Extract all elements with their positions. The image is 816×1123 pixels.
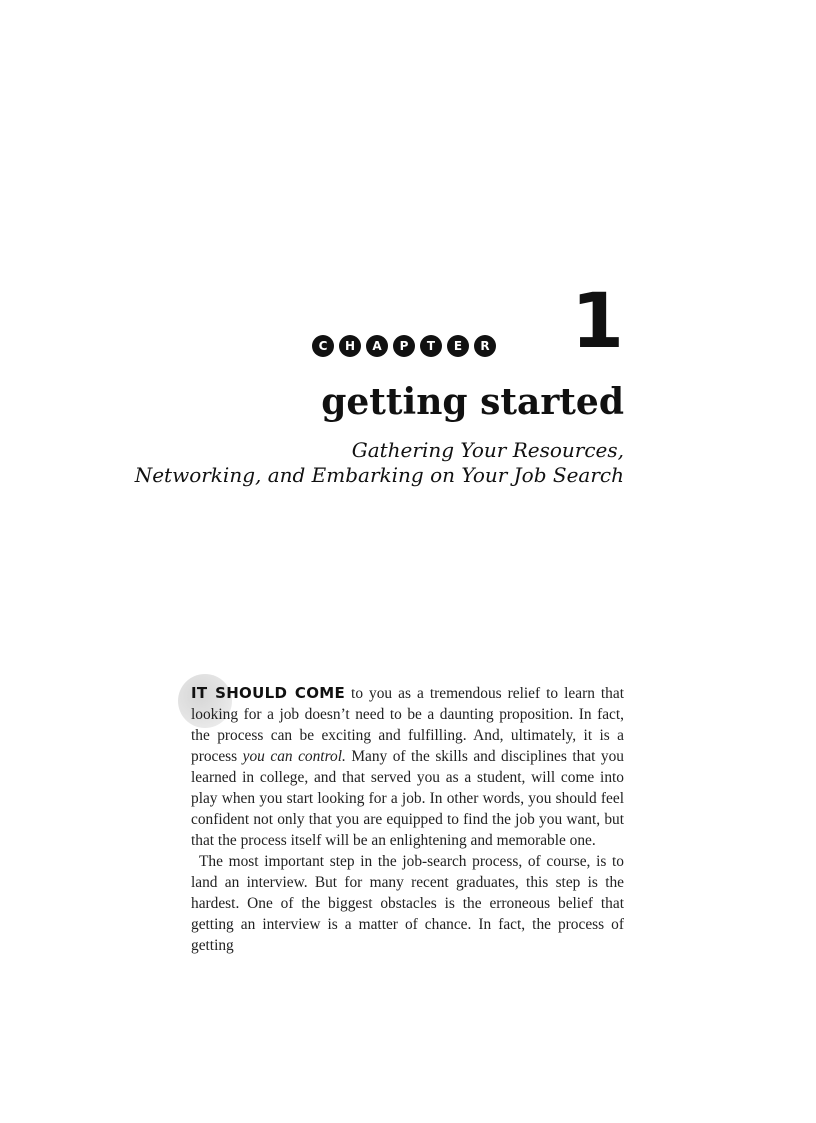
paragraph-text: Many of the skills and disciplines that you learned in college, and that served you as a student, will come into play when you start looking for a job. In other words, you should feel confident not only that you are equipped to find the job you want, but that the process itself will be an enlightening and memorable one. [191, 748, 625, 849]
subtitle-line: Gathering Your Resources, [351, 438, 624, 462]
chapter-heading [0, 276, 816, 365]
chapter-letter: R [474, 335, 496, 357]
chapter-letter: H [339, 335, 361, 357]
chapter-title: getting started [321, 381, 624, 423]
paragraph: The most important step in the job-search process, of course, is to land an interview. But for many recent graduates, this step is the hardest. One of the biggest obstacles is the erroneous belief that getting an interview is a matter of chance. In fact, the process of getting [191, 853, 624, 954]
chapter-letter: C [312, 335, 334, 357]
paragraph [191, 683, 624, 851]
paragraph-text: to you as a tremendous relief to learn that looking for a job doesn’t need to be a daunting proposition. In fact, the process can be exciting and fulfilling. And, ultimately, it is a process [191, 685, 624, 765]
chapter-letter: E [447, 335, 469, 357]
chapter-label [312, 335, 501, 357]
chapter-number: 1 [571, 276, 624, 365]
lead-in: IT SHOULD COME [191, 684, 346, 702]
body-text [191, 683, 624, 956]
chapter-letter: A [366, 335, 388, 357]
subtitle-line: Networking, and Embarking on Your Job Search [134, 463, 624, 487]
chapter-letter: T [420, 335, 442, 357]
chapter-subtitle [135, 438, 624, 488]
emphasis-text: you can control. [242, 748, 346, 765]
chapter-letter: P [393, 335, 415, 357]
